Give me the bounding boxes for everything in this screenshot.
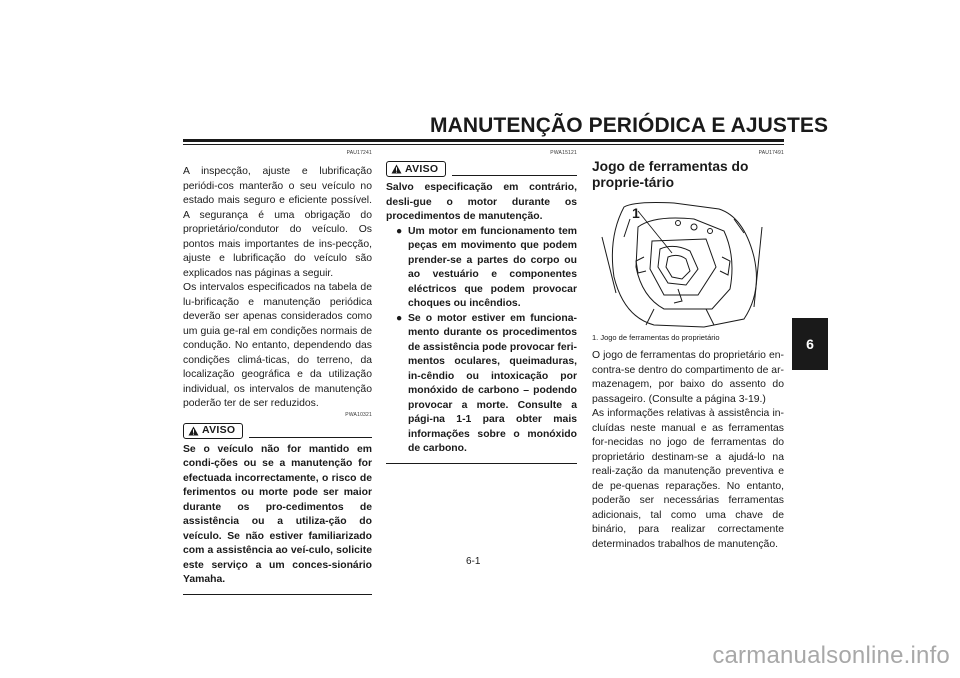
warning-header: [386, 161, 577, 177]
watermark: carmanualsonline.info: [712, 642, 950, 669]
storage-compartment-illustration: [594, 197, 772, 329]
warning-badge: [183, 423, 243, 439]
warning-rule: [452, 175, 577, 176]
warning-end-rule: [183, 594, 372, 595]
warning-label: AVISO: [405, 162, 439, 175]
toolkit-paragraph: O jogo de ferramentas do proprietário en-contra-se dentro do compartimento de ar-mazenagem, por baixo do assento do passageiro. (Consulte a página 3-19.): [592, 350, 784, 405]
warning-code: PWA10321: [345, 411, 372, 418]
column-right: [592, 150, 784, 552]
page-number: 6-1: [466, 556, 481, 567]
warning-badge: [386, 161, 446, 177]
bullet-dot-icon: ●: [396, 225, 403, 237]
warning-rule: [249, 437, 372, 438]
list-item: [396, 225, 577, 312]
service-info-paragraph: As informações relativas à assistência in-cluídas neste manual e as ferramentas for-necidas no jogo de ferramentas do proprietário destinam-se a ajudá-lo na reali-zação da manutenção preventiva e de pe-quenas reparações. No entanto, poderão ser necessárias ferramentas adicionais, tal como uma chave de binário, para realizar correctamente determinados trabalhos de manutenção.: [592, 408, 784, 550]
toolkit-figure: [594, 197, 772, 329]
warning-intro: Salvo especificação em contrário, desli-gue o motor durante os procedimentos de manutenção.: [386, 182, 577, 222]
header-rule-thin: [183, 144, 784, 145]
figure-caption: 1. Jogo de ferramentas do proprietário: [592, 333, 720, 342]
section-code: PAU17241: [346, 150, 372, 156]
warning-end-rule: [386, 463, 577, 464]
section-code: PAU17491: [758, 150, 784, 156]
warning-triangle-icon: [391, 164, 402, 174]
bullet-text: Se o motor estiver em funciona-mento durante os procedimentos de assistência pode provocar feri-mentos oculares, queimaduras, in-cêndio ou intoxicação por monóxido de carbono – podendo provocar a morte. Consulte a pági-na 1-1 para obter mais informações sobre o monóxido de carbono.: [408, 312, 577, 454]
intro-paragraph: A inspecção, ajuste e lubrificação periódi-cos manterão o seu veículo no estado mais seguro e eficiente possível. A segurança é uma obrigação do proprietário/condutor do veículo. Os pontos mais importantes de ins-pecção, ajuste e lubrificação do veículo são explicados nas páginas a seguir.: [183, 166, 372, 279]
warning-header: [183, 423, 372, 439]
bullet-dot-icon: ●: [396, 312, 403, 324]
list-item: [396, 312, 577, 457]
column-left: [183, 150, 372, 595]
warning-text: Se o veículo não for mantido em condi-ções ou se a manutenção for efectuada incorrectamente, o risco de ferimentos ou morte pode ser maior durante os pro-cedimentos de assistência ou a utiliza-ção do veículo. Se não estiver familiarizado com a assistência ao veí-culo, solicite este serviço a um conces-sionário Yamaha.: [183, 443, 372, 585]
intervals-paragraph: Os intervalos especificados na tabela de lu-brificação e manutenção periódica deverão ser apenas considerados como um guia ge-ral em condições normais de condução. No entanto, dependendo das condições climá-ticas, do terreno, da localização geográfica e da utilização individual, os intervalos de manutenção poderão ter de ser reduzidos.: [183, 282, 372, 409]
warning-bullet-list: [386, 225, 577, 457]
chapter-tab[interactable]: 6: [792, 318, 828, 370]
warning-triangle-icon: [188, 426, 199, 436]
page-title: MANUTENÇÃO PERIÓDICA E AJUSTES: [430, 114, 829, 137]
warning-label: AVISO: [202, 424, 236, 437]
header-rule-thick: [183, 139, 784, 142]
bullet-text: Um motor em funcionamento tem peças em movimento que podem prender-se a partes do corpo ou ao vestuário e componentes eléctricos que podem provocar choques ou incêndios.: [408, 225, 577, 309]
figure-callout-number: 1: [632, 205, 640, 221]
warning-code: PWA15121: [550, 150, 577, 156]
section-heading: Jogo de ferramentas do proprie-tário: [592, 159, 749, 190]
column-middle: [386, 150, 577, 464]
